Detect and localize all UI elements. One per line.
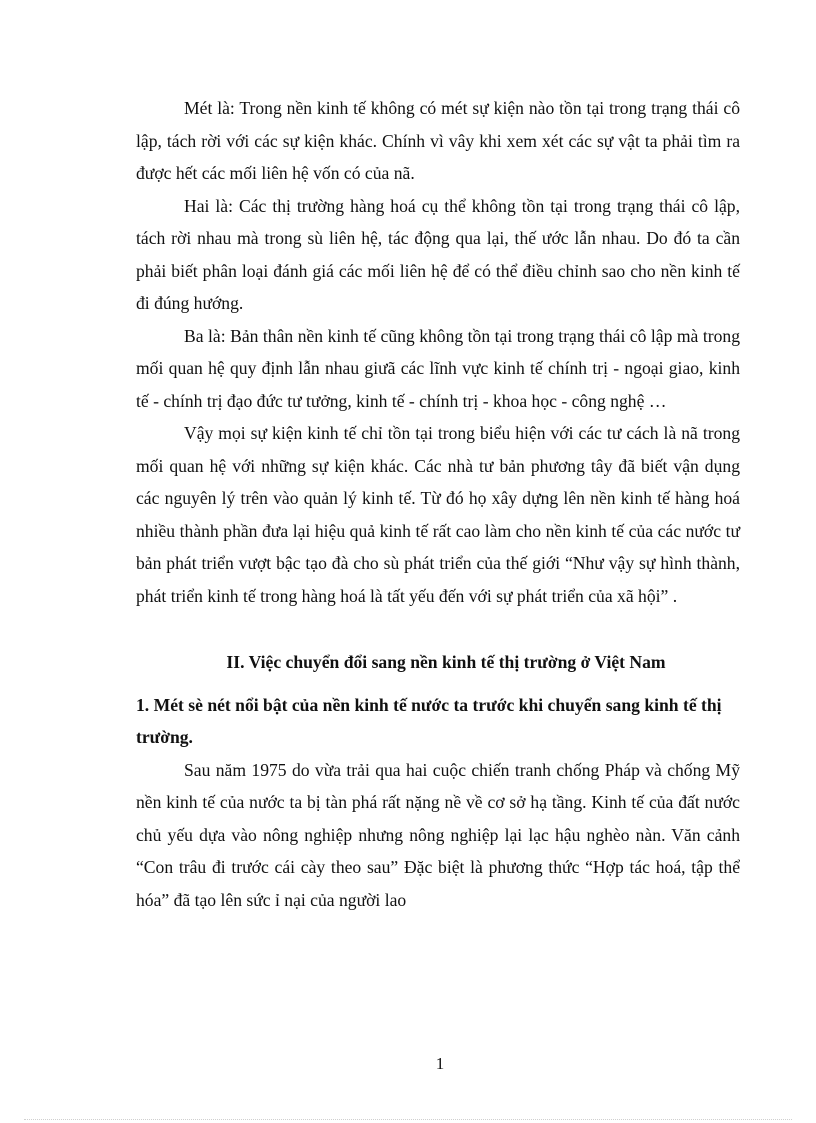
spacer xyxy=(136,612,740,646)
paragraph-third-point: Ba là: Bản thân nền kinh tế cũng không tồn tại trong trạng thái cô lập mà trong mối quan hệ quy định lẫn nhau giưã các lĩnh vực kinh tế chính trị - ngoại giao, kinh tế - chính trị đạo đức tư tưởng, kinh tế - chính trị - khoa học - công nghệ … xyxy=(136,325,740,411)
spacer xyxy=(136,679,740,689)
page-bottom-rule xyxy=(24,1119,792,1120)
page-number: 1 xyxy=(435,1054,445,1073)
document-page xyxy=(136,92,740,916)
paragraph-second-point: Hai là: Các thị trường hàng hoá cụ thể không tồn tại trong trạng thái cô lập, tách rời nhau mà trong sù liên hệ, tác động qua lại, thế ước lẫn nhau. Do đó ta cần phải biết phân loại đánh giá các mối liên hệ để có thể điều chỉnh sao cho nền kinh tế đi đúng hướng. xyxy=(136,195,740,313)
paragraph-after-1975: Sau năm 1975 do vừa trải qua hai cuộc chiến tranh chống Pháp và chống Mỹ nền kinh tế của nước ta bị tàn phá rất nặng nề về cơ sở hạ tầng. Kinh tế của đất nước chủ yếu dựa vào nông nghiệp nhưng nông nghiệp lại lạc hậu nghèo nàn. Văn cảnh “Con trâu đi trước cái cày theo sau” Đặc biệt là phương thức “Hợp tác hoá, tập thể hóa” đã tạo lên sức ỉ nại của người lao xyxy=(136,759,740,910)
paragraph-conclusion: Vậy mọi sự kiện kinh tế chỉ tồn tại trong biểu hiện với các tư cách là nã trong mối quan hệ với những sự kiện khác. Các nhà tư bản phương tây đã biết vận dụng các nguyên lý trên vào quản lý kinh tế. Từ đó họ xây dựng lên nền kinh tế hàng hoá nhiều thành phần đưa lại hiệu quả kinh tế rất cao làm cho nền kinh tế của các nước tư bản phát triển vượt bậc tạo đà cho sù phát triển của thế giới “Như vậy sự hình thành, phát triển kinh tế trong hàng hoá là tất yếu đến với sự phát triển của xã hội” . xyxy=(136,423,740,606)
paragraph-first-point: Mét là: Trong nền kinh tế không có mét sự kiện nào tồn tại trong trạng thái cô lập, tách rời với các sự kiện khác. Chính vì vây khi xem xét các sự vật ta phải tìm ra được hết các mối liên hệ vốn có của nã. xyxy=(136,98,740,183)
section-title: II. Việc chuyển đổi sang nền kinh tế thị trường ở Việt Nam xyxy=(226,652,666,672)
subsection-title: 1. Mét sè nét nổi bật của nền kinh tế nước ta trước khi chuyển sang kinh tế thị trường. xyxy=(136,694,722,747)
